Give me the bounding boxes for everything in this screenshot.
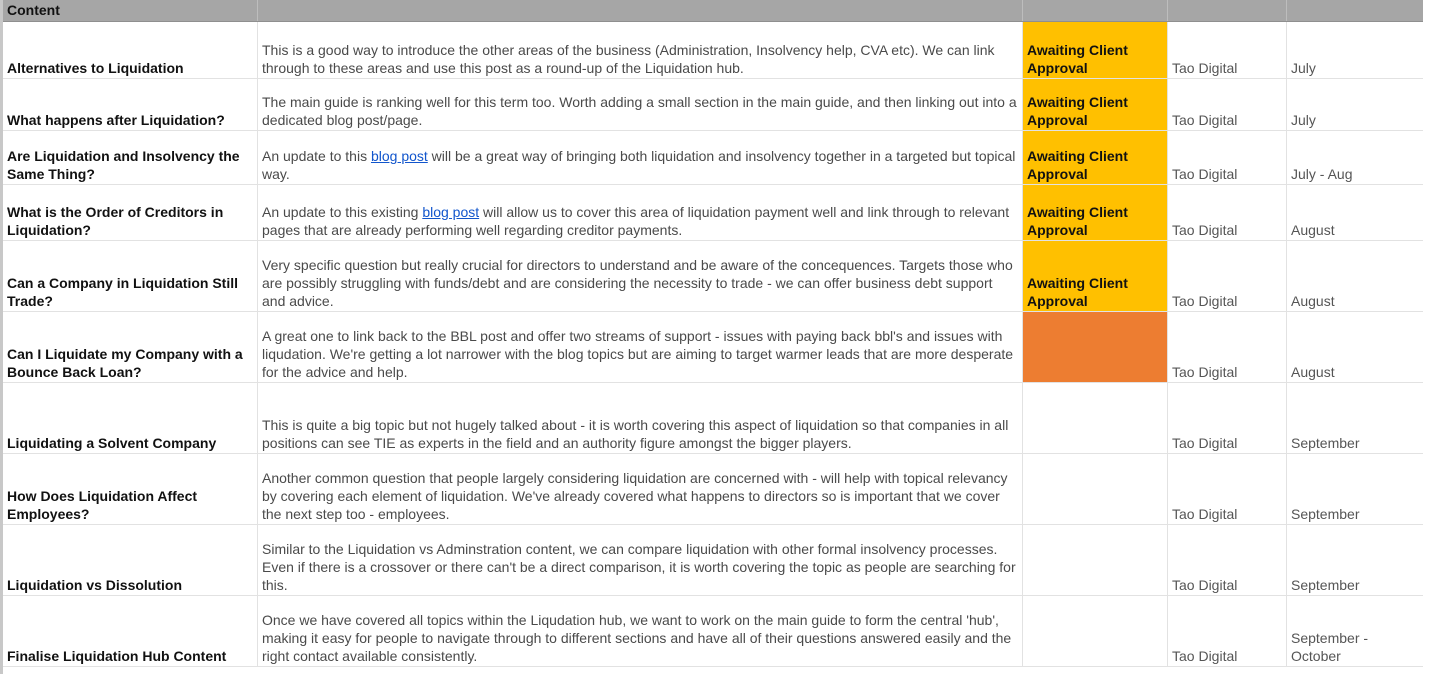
topic-text: Can I Liquidate my Company with a Bounce Back Loan? — [7, 346, 243, 380]
timing-text: September — [1291, 577, 1360, 593]
description-text: An update to this existing blog post will allow us to cover this area of liquidation payment well and link through to relevant pages that are already performing well regarding creditor payments. — [262, 204, 1010, 238]
topic-text: What is the Order of Creditors in Liquidation? — [7, 204, 224, 238]
table-body — [3, 22, 1423, 667]
timing-cell[interactable] — [1287, 312, 1423, 382]
status-cell[interactable] — [1023, 185, 1168, 240]
table-row — [3, 131, 1423, 185]
header-content-cell[interactable]: Content — [3, 0, 258, 21]
topic-cell[interactable] — [3, 185, 258, 240]
owner-text: Tao Digital — [1172, 60, 1238, 76]
description-cell[interactable] — [258, 525, 1023, 595]
topic-cell[interactable] — [3, 22, 258, 78]
description-cell[interactable] — [258, 22, 1023, 78]
topic-text: What happens after Liquidation? — [7, 112, 225, 128]
timing-cell[interactable] — [1287, 185, 1423, 240]
description-cell[interactable] — [258, 79, 1023, 130]
description-cell[interactable] — [258, 241, 1023, 311]
owner-cell[interactable] — [1168, 312, 1287, 382]
description-text: This is a good way to introduce the other areas of the business (Administration, Insolvency help, CVA etc). We can link through to these areas and use this post as a round-up of the Liquidation hub. — [262, 42, 995, 76]
header-row — [3, 0, 1423, 22]
timing-text: July - Aug — [1291, 166, 1353, 182]
timing-text: August — [1291, 364, 1335, 380]
description-cell[interactable] — [258, 454, 1023, 524]
owner-text: Tao Digital — [1172, 506, 1238, 522]
description-cell[interactable] — [258, 185, 1023, 240]
status-cell[interactable] — [1023, 596, 1168, 666]
timing-cell[interactable] — [1287, 596, 1423, 666]
status-cell[interactable] — [1023, 312, 1168, 382]
status-cell[interactable] — [1023, 131, 1168, 184]
description-cell[interactable] — [258, 596, 1023, 666]
topic-text: Alternatives to Liquidation — [7, 60, 184, 76]
description-text: A great one to link back to the BBL post and offer two streams of support - issues with paying back bbl's and issues with liqudation. We're getting a lot narrower with the blog topics but are aiming to target warmer leads that are more desperate for the advice and help. — [262, 328, 1014, 380]
owner-cell[interactable] — [1168, 131, 1287, 184]
timing-cell[interactable] — [1287, 454, 1423, 524]
timing-cell[interactable] — [1287, 525, 1423, 595]
timing-cell[interactable] — [1287, 79, 1423, 130]
status-text: Awaiting Client Approval — [1027, 94, 1128, 128]
right-margin — [1423, 0, 1431, 674]
table-row — [3, 383, 1423, 454]
timing-text: September - October — [1291, 630, 1369, 664]
topic-text: Finalise Liquidation Hub Content — [7, 648, 227, 664]
header-cell[interactable] — [1168, 0, 1287, 21]
owner-cell[interactable] — [1168, 22, 1287, 78]
status-text: Awaiting Client Approval — [1027, 148, 1128, 182]
description-text: Another common question that people largely considering liquidation are concerned with - will help with topical relevancy by covering each element of liquidation. We've already covered what happens to directors so is important that we cover the next step too - employees. — [262, 470, 1008, 522]
table-row — [3, 79, 1423, 131]
timing-cell[interactable] — [1287, 131, 1423, 184]
timing-text: July — [1291, 60, 1316, 76]
owner-text: Tao Digital — [1172, 293, 1238, 309]
owner-text: Tao Digital — [1172, 577, 1238, 593]
topic-cell[interactable] — [3, 79, 258, 130]
topic-text: Are Liquidation and Insolvency the Same Thing? — [7, 148, 240, 182]
header-cell[interactable] — [1023, 0, 1168, 21]
status-cell[interactable] — [1023, 22, 1168, 78]
header-cell[interactable] — [258, 0, 1023, 21]
owner-cell[interactable] — [1168, 185, 1287, 240]
owner-cell[interactable] — [1168, 596, 1287, 666]
description-text: Very specific question but really crucial for directors to understand and be aware of the concequences. Targets those who are possibly struggling with funds/debt and are considering the necessity to trade - we can offer business debt support and advice. — [262, 257, 1013, 309]
topic-text: Liquidating a Solvent Company — [7, 435, 217, 451]
table-row — [3, 596, 1423, 667]
owner-cell[interactable] — [1168, 241, 1287, 311]
table-row — [3, 312, 1423, 383]
status-text: Awaiting Client Approval — [1027, 275, 1128, 309]
timing-text: July — [1291, 112, 1316, 128]
status-cell[interactable] — [1023, 525, 1168, 595]
status-text: Awaiting Client Approval — [1027, 42, 1128, 76]
topic-cell[interactable] — [3, 131, 258, 184]
topic-cell[interactable] — [3, 241, 258, 311]
topic-cell[interactable] — [3, 454, 258, 524]
table-row — [3, 22, 1423, 79]
description-cell[interactable] — [258, 383, 1023, 453]
timing-cell[interactable] — [1287, 241, 1423, 311]
owner-text: Tao Digital — [1172, 364, 1238, 380]
topic-cell[interactable] — [3, 312, 258, 382]
owner-text: Tao Digital — [1172, 166, 1238, 182]
status-cell[interactable] — [1023, 241, 1168, 311]
status-cell[interactable] — [1023, 454, 1168, 524]
topic-cell[interactable] — [3, 596, 258, 666]
owner-cell[interactable] — [1168, 454, 1287, 524]
timing-text: August — [1291, 222, 1335, 238]
owner-text: Tao Digital — [1172, 112, 1238, 128]
description-text: Similar to the Liquidation vs Adminstration content, we can compare liquidation with other formal insolvency processes. Even if there is a crossover or there can't be a direct comparison, it is worth covering the topic as people are searching for this. — [262, 541, 1016, 593]
topic-text: Liquidation vs Dissolution — [7, 577, 182, 593]
owner-text: Tao Digital — [1172, 648, 1238, 664]
timing-text: August — [1291, 293, 1335, 309]
timing-text: September — [1291, 506, 1360, 522]
topic-text: Can a Company in Liquidation Still Trade? — [7, 275, 239, 309]
table-row — [3, 185, 1423, 241]
description-cell[interactable] — [258, 312, 1023, 382]
owner-text: Tao Digital — [1172, 435, 1238, 451]
header-cell[interactable] — [1287, 0, 1423, 21]
description-text: Once we have covered all topics within the Liqudation hub, we want to work on the main guide to form the central 'hub', making it easy for people to navigate through to different sections and have all of their questions answered easily and the right contact available consistently. — [262, 612, 1012, 664]
owner-cell[interactable] — [1168, 383, 1287, 453]
status-cell[interactable] — [1023, 383, 1168, 453]
description-text: The main guide is ranking well for this term too. Worth adding a small section in the main guide, and then linking out into a dedicated blog post/page. — [262, 94, 1017, 128]
owner-text: Tao Digital — [1172, 222, 1238, 238]
table-row — [3, 454, 1423, 525]
timing-cell[interactable] — [1287, 22, 1423, 78]
topic-cell[interactable] — [3, 525, 258, 595]
description-text: This is quite a big topic but not hugely talked about - it is worth covering this aspect of liquidation so that companies in all positions can see TIE as experts in the field and an authority figure amongst the bigger players. — [262, 417, 1009, 451]
blog-post-link[interactable]: blog post — [422, 204, 480, 220]
description-cell[interactable] — [258, 131, 1023, 184]
timing-text: September — [1291, 435, 1360, 451]
status-cell[interactable] — [1023, 79, 1168, 130]
topic-text: How Does Liquidation Affect Employees? — [7, 488, 198, 522]
table-row — [3, 241, 1423, 312]
table-row — [3, 525, 1423, 596]
blog-post-link[interactable]: blog post — [370, 148, 428, 164]
owner-cell[interactable] — [1168, 79, 1287, 130]
description-text: An update to this blog post will be a great way of bringing both liquidation and insolvency together in a targeted but topical way. — [262, 148, 1016, 182]
owner-cell[interactable] — [1168, 525, 1287, 595]
timing-cell[interactable] — [1287, 383, 1423, 453]
status-text: Awaiting Client Approval — [1027, 204, 1128, 238]
topic-cell[interactable] — [3, 383, 258, 453]
